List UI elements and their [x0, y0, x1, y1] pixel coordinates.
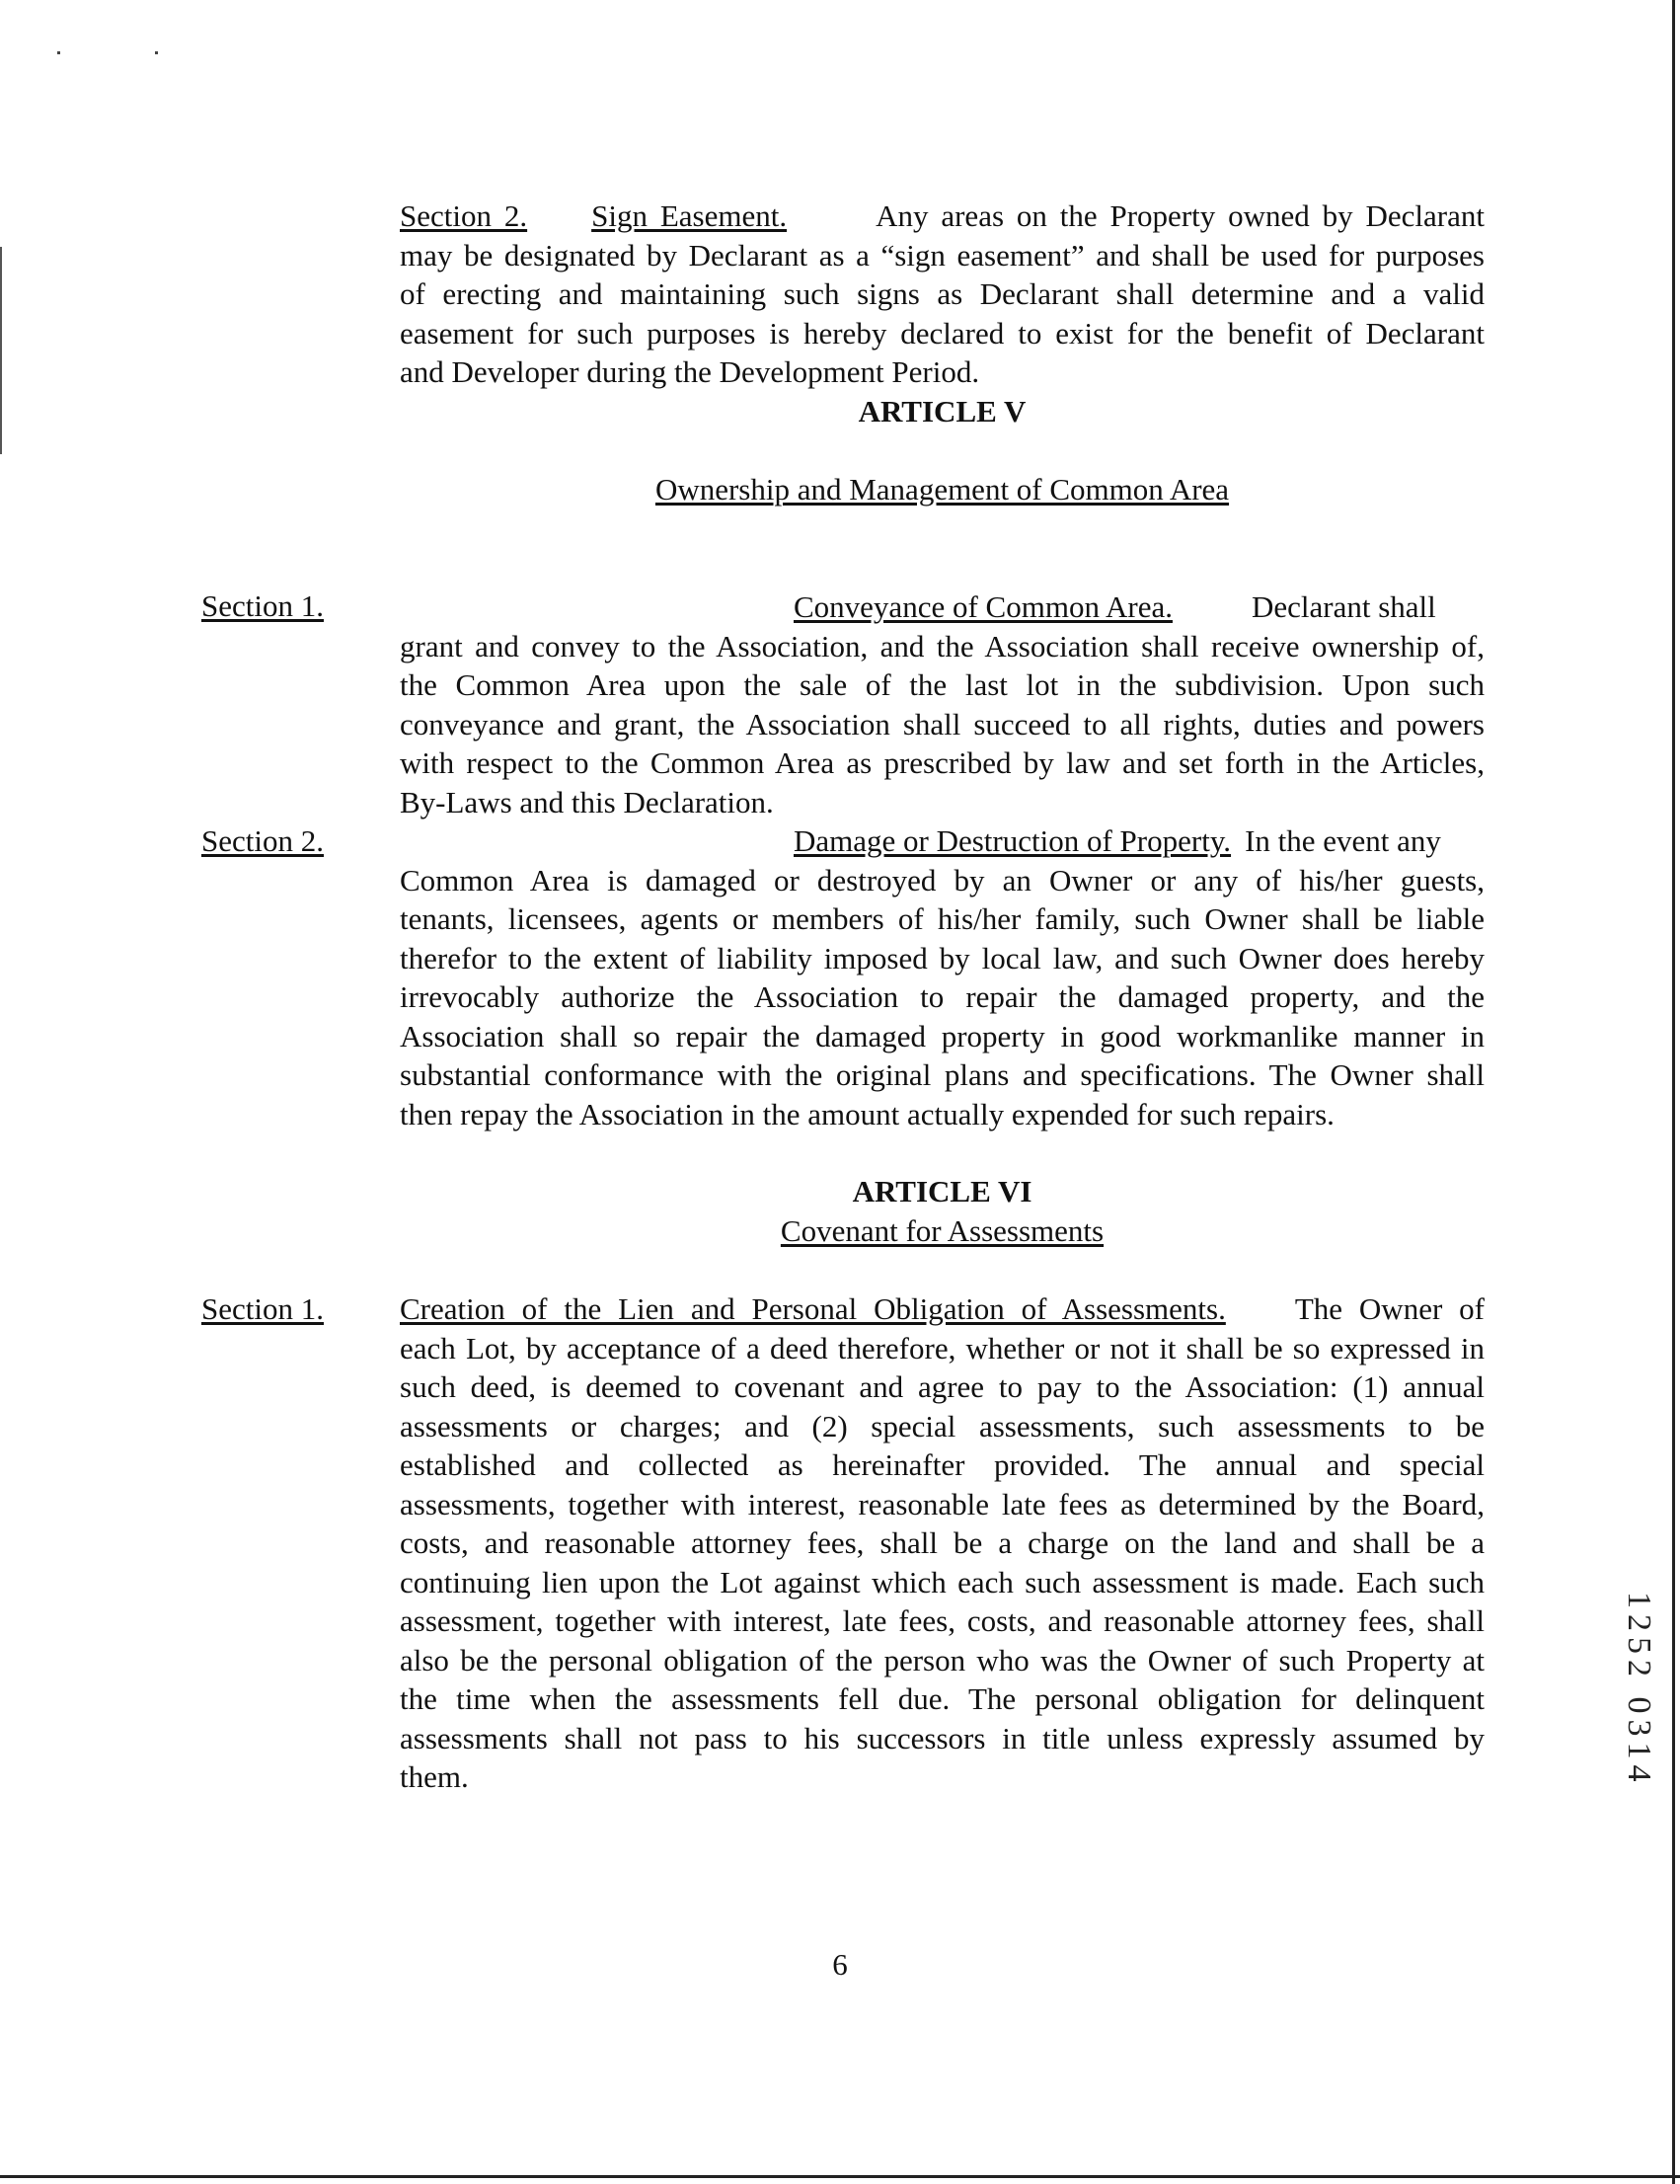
paragraph-line: and Developer during the Development Period. [400, 354, 980, 389]
section-title: Damage or Destruction of Property. [794, 823, 1232, 858]
article-v-section1-label [201, 586, 324, 626]
article-v-subtitle [400, 470, 1485, 509]
sign-easement-first-line [400, 196, 1485, 236]
paragraph-line: easement for such purposes is hereby declared to exist for the benefit of Declarant [400, 315, 1485, 351]
section-title: Creation of the Lien and Personal Obligation of Assessments. [400, 1291, 1226, 1326]
paragraph-line: each Lot, by acceptance of a deed therefore, whether or not it shall be so expressed in [400, 1330, 1485, 1365]
paragraph-line: grant and convey to the Association, and the Association shall receive ownership of, [400, 628, 1485, 663]
conveyance-first-line [400, 587, 1485, 627]
section-label: Section 1. [201, 1291, 324, 1326]
section-title: Conveyance of Common Area. [794, 589, 1173, 624]
paragraph-line: also be the personal obligation of the person who was the Owner of such Property at [400, 1642, 1485, 1677]
paragraph-line: tenants, licensees, agents or members of his/her family, such Owner shall be liable [400, 901, 1485, 936]
paragraph-line: of erecting and maintaining such signs as Declarant shall determine and a valid [400, 276, 1485, 311]
paragraph-line: therefor to the extent of liability imposed by local law, and such Owner does hereby [400, 940, 1485, 975]
article-vi-subtitle [400, 1211, 1485, 1251]
damage-first-line [400, 821, 1485, 861]
paragraph-line: established and collected as hereinafter provided. The annual and special [400, 1447, 1485, 1482]
paragraph-line: the time when the assessments fell due. The personal obligation for delinquent [400, 1681, 1485, 1716]
scan-speck [155, 51, 158, 54]
paragraph-text: The Owner of [1294, 1291, 1485, 1326]
paragraph-line: the Common Area upon the sale of the last lot in the subdivision. Upon such [400, 667, 1485, 702]
paragraph-line: By-Laws and this Declaration. [400, 784, 774, 819]
scan-edge-right [1672, 0, 1675, 2184]
section-label: Section 2. [400, 198, 528, 233]
section-title: Sign Easement. [591, 198, 788, 233]
scan-edge-left [0, 247, 2, 454]
paragraph-line: substantial conformance with the original plans and specifications. The Owner shall [400, 1057, 1485, 1092]
sign-easement-paragraph [400, 196, 1485, 392]
article-v-subtitle-text: Ownership and Management of Common Area [654, 472, 1230, 507]
article-v-heading: ARTICLE V [858, 394, 1027, 429]
article-v-section2-label [201, 821, 324, 861]
paragraph-line: conveyance and grant, the Association shall succeed to all rights, duties and powers [400, 706, 1485, 741]
paragraph-line: assessments, together with interest, reasonable late fees as determined by the Board, [400, 1486, 1485, 1521]
paragraph-line: Common Area is damaged or destroyed by an Owner or any of his/her guests, [400, 862, 1485, 897]
paragraph-text: Declarant shall [1251, 589, 1436, 624]
paragraph-line: irrevocably authorize the Association to repair the damaged property, and the [400, 979, 1485, 1014]
article-vi-subtitle-text: Covenant for Assessments [780, 1213, 1105, 1248]
assessments-first-line [400, 1289, 1485, 1329]
margin-stamp: 1252 0314 [1621, 1592, 1657, 1788]
article-vi-section1-label [201, 1289, 324, 1329]
paragraph-line: continuing lien upon the Lot against which each such assessment is made. Each such [400, 1564, 1485, 1599]
paragraph-line: costs, and reasonable attorney fees, shall be a charge on the land and shall be a [400, 1525, 1485, 1560]
paragraph-line: Association shall so repair the damaged property in good workmanlike manner in [400, 1018, 1485, 1053]
paragraph-line: assessment, together with interest, late fees, costs, and reasonable attorney fees, shall [400, 1603, 1485, 1638]
paragraph-text: Any areas on the Property owned by Declarant [876, 198, 1485, 233]
paragraph-line: assessments or charges; and (2) special assessments, such assessments to be [400, 1408, 1485, 1443]
scan-edge-bottom [0, 2175, 1680, 2178]
paragraph-line: then repay the Association in the amount actually expended for such repairs. [400, 1096, 1335, 1131]
scan-speck [57, 51, 60, 54]
section-label: Section 1. [201, 588, 324, 623]
damage-paragraph [400, 821, 1485, 1133]
paragraph-line: with respect to the Common Area as prescribed by law and set forth in the Articles, [400, 745, 1485, 780]
article-vi-heading: ARTICLE VI [852, 1174, 1032, 1209]
paragraph-line: them. [400, 1759, 469, 1794]
paragraph-text: In the event any [1245, 823, 1441, 858]
paragraph-line: may be designated by Declarant as a “sign easement” and shall be used for purposes [400, 237, 1485, 273]
section-label: Section 2. [201, 823, 324, 858]
assessments-paragraph [400, 1289, 1485, 1797]
page-number: 6 [832, 1947, 848, 1982]
paragraph-line: assessments shall not pass to his successors in title unless expressly assumed by [400, 1720, 1485, 1755]
conveyance-paragraph [400, 587, 1485, 821]
paragraph-line: such deed, is deemed to covenant and agree to pay to the Association: (1) annual [400, 1369, 1485, 1404]
